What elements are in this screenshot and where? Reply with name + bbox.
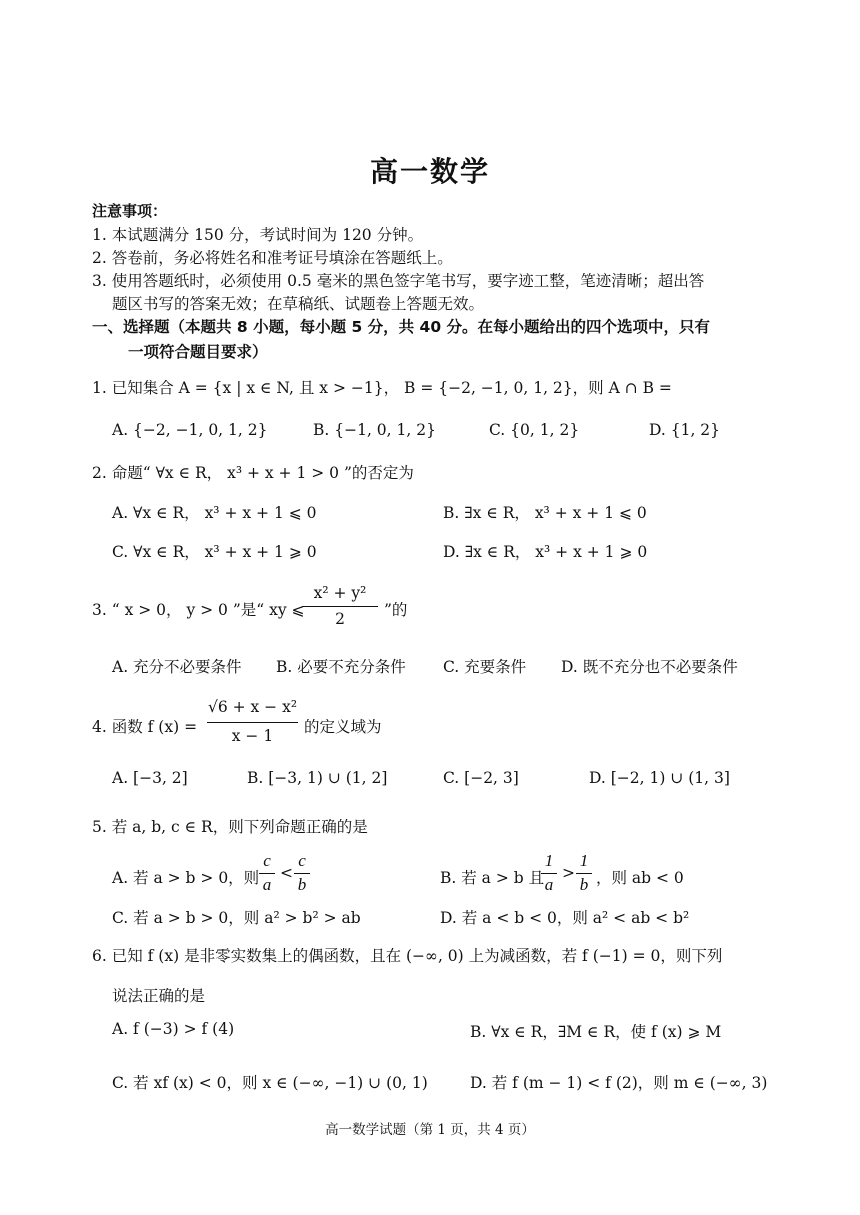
question-1-option-a: A. {−2, −1, 0, 1, 2} <box>112 421 268 439</box>
fraction-den: b <box>297 875 307 894</box>
question-4-stem-post: 的定义域为 <box>304 718 382 736</box>
question-4-frac-den: x − 1 <box>231 727 274 745</box>
question-6-stem: 6. 已知 f (x) 是非零实数集上的偶函数，且在 (−∞, 0) 上为减函数，若 f (−1) = 0，则下列 <box>92 947 723 965</box>
section-heading: 一、选择题（本题共 8 小题，每小题 5 分，共 40 分。在每小题给出的四个选项中，只有 <box>92 318 711 336</box>
question-2-option-c: C. ∀x ∈ R， x³ + x + 1 ⩾ 0 <box>112 543 317 561</box>
question-6-stem-cont: 说法正确的是 <box>112 987 206 1005</box>
question-5-option-b-post: ，则 ab < 0 <box>596 869 684 887</box>
question-4-stem-pre: 4. 函数 f (x) = <box>92 718 198 736</box>
question-1-stem: 1. 已知集合 A = {x | x ∈ N, 且 x > −1}， B = {−2, −1, 0, 1, 2}，则 A ∩ B = <box>92 379 672 397</box>
question-6-option-b: B. ∀x ∈ R，∃M ∈ R，使 f (x) ⩾ M <box>470 1023 722 1041</box>
question-3-stem-post: ”的 <box>384 601 408 619</box>
fraction-num: c <box>298 851 306 870</box>
note-item-1: 1. 本试题满分 150 分，考试时间为 120 分钟。 <box>92 226 424 244</box>
fraction-bar <box>294 873 310 874</box>
fraction-num: 1 <box>579 851 589 870</box>
page-footer: 高一数学试题（第 1 页，共 4 页） <box>325 1122 535 1138</box>
question-1-option-d: D. {1, 2} <box>649 421 721 439</box>
note-item-3: 3. 使用答题纸时，必须使用 0.5 毫米的黑色签字笔书写，要字迹工整，笔迹清晰；超出答 <box>92 272 705 290</box>
fraction-bar <box>207 722 298 723</box>
question-4-frac-num: √6 + x − x² <box>207 698 298 716</box>
fraction-num: 1 <box>544 851 554 870</box>
question-4-option-c: C. [−2, 3] <box>443 769 519 787</box>
question-2-option-a: A. ∀x ∈ R， x³ + x + 1 ⩽ 0 <box>112 504 317 522</box>
note-item-2: 2. 答卷前，务必将姓名和准考证号填涂在答题纸上。 <box>92 249 453 267</box>
fraction-den: b <box>579 875 589 894</box>
fraction-bar <box>576 873 592 874</box>
question-2-option-b: B. ∃x ∈ R， x³ + x + 1 ⩽ 0 <box>443 504 647 522</box>
question-2-stem: 2. 命题“ ∀x ∈ R， x³ + x + 1 > 0 ”的否定为 <box>92 464 414 482</box>
question-3-frac-den: 2 <box>335 610 345 628</box>
notes-heading: 注意事项： <box>92 202 168 220</box>
question-6-option-a: A. f (−3) > f (4) <box>112 1020 235 1038</box>
question-5-option-b-pre: B. 若 a > b 且 <box>440 869 545 887</box>
note-item-3-cont: 题区书写的答案无效；在草稿纸、试题卷上答题无效。 <box>112 295 485 313</box>
fraction-num: c <box>263 851 271 870</box>
question-6-option-d: D. 若 f (m − 1) < f (2)，则 m ∈ (−∞, 3) <box>470 1074 768 1092</box>
question-1-option-c: C. {0, 1, 2} <box>489 421 580 439</box>
question-5-stem: 5. 若 a, b, c ∈ R，则下列命题正确的是 <box>92 818 368 836</box>
question-4-option-d: D. [−2, 1) ∪ (1, 3] <box>589 769 730 787</box>
question-3-option-b: B. 必要不充分条件 <box>276 658 406 676</box>
section-heading-cont: 一项符合题目要求） <box>128 343 268 361</box>
fraction-den: a <box>262 875 272 894</box>
question-5-option-c: C. 若 a > b > 0，则 a² > b² > ab <box>112 909 361 927</box>
question-5-option-a-pre: A. 若 a > b > 0，则 <box>112 869 260 887</box>
question-3-option-d: D. 既不充分也不必要条件 <box>561 658 738 676</box>
question-5-option-a-mid: < <box>280 864 293 882</box>
fraction-bar <box>302 606 378 607</box>
fraction-bar <box>259 873 275 874</box>
question-3-option-a: A. 充分不必要条件 <box>112 658 242 676</box>
question-3-option-c: C. 充要条件 <box>443 658 527 676</box>
question-6-option-c: C. 若 xf (x) < 0，则 x ∈ (−∞, −1) ∪ (0, 1) <box>112 1074 428 1092</box>
question-3-frac-num: x² + y² <box>313 584 367 602</box>
fraction-den: a <box>544 875 554 894</box>
question-5-option-b-mid: > <box>562 864 575 882</box>
question-4-option-a: A. [−3, 2] <box>112 769 188 787</box>
page-title: 高一数学 <box>369 155 490 188</box>
fraction-bar <box>541 873 557 874</box>
question-5-option-d: D. 若 a < b < 0，则 a² < ab < b² <box>440 909 690 927</box>
question-1-option-b: B. {−1, 0, 1, 2} <box>313 421 436 439</box>
question-2-option-d: D. ∃x ∈ R， x³ + x + 1 ⩾ 0 <box>443 543 648 561</box>
question-3-stem-pre: 3. “ x > 0， y > 0 ”是“ xy ⩽ <box>92 601 305 619</box>
question-4-option-b: B. [−3, 1) ∪ (1, 2] <box>247 769 388 787</box>
